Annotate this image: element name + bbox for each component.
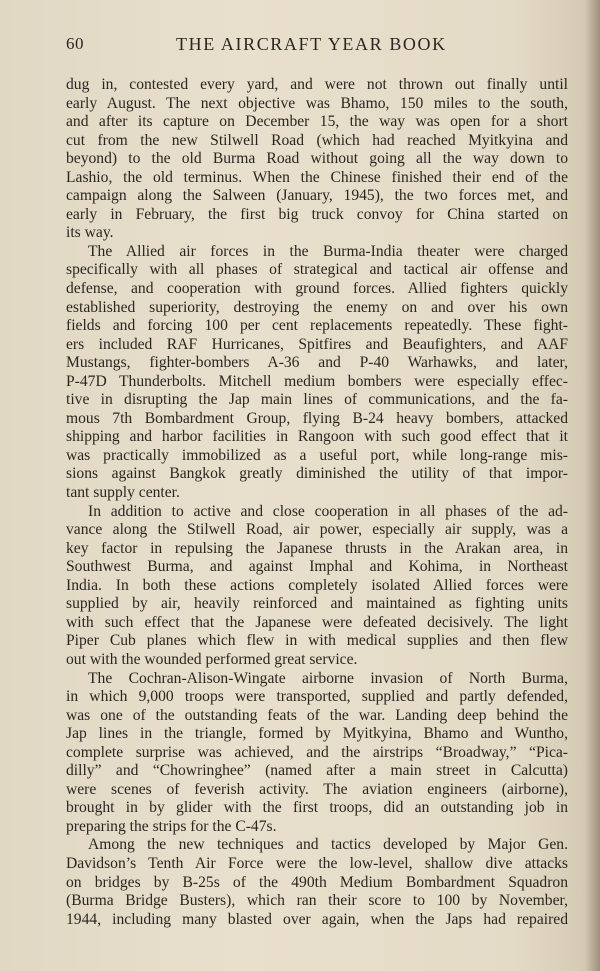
text-line: defense, and cooperation with ground forces. Allied fighters quickly: [66, 280, 568, 298]
page-edge-shadow: [586, 0, 600, 971]
text-line: was practically immobilized as a useful port, while long-range mis-: [66, 446, 568, 464]
paragraph: [66, 503, 568, 670]
page-number: 60: [66, 34, 84, 53]
text-line: The Cochran-Alison-Wingate airborne invasion of North Burma,: [88, 669, 568, 687]
text-line: tive in disrupting the Jap main lines of communications, and the fa-: [66, 391, 568, 409]
text-line: 1944, including many blasted over again, when the Japs had repaired: [66, 910, 568, 928]
text-line: preparing the strips for the C-47s.: [66, 817, 277, 835]
text-line: complete surprise was achieved, and the airstrips “Broadway,” “Pica-: [66, 743, 568, 761]
text-line: brought in by glider with the first troops, did an outstanding job in: [66, 799, 568, 817]
text-line: ers included RAF Hurricanes, Spitfires and Beaufighters, and AAF: [66, 335, 568, 353]
text-line: with such effect that the Japanese were defeated decisively. The light: [66, 613, 568, 631]
text-line: P-47D Thunderbolts. Mitchell medium bombers were especially effec-: [66, 372, 568, 390]
text-line: dilly” and “Chowringhee” (named after a main street in Calcutta): [66, 762, 568, 780]
text-line: dug in, contested every yard, and were not thrown out finally until: [66, 76, 568, 93]
text-line: Piper Cub planes which flew in with medical supplies and then flew: [66, 632, 568, 650]
paragraph: [66, 670, 568, 837]
text-line: supplied by air, heavily reinforced and maintained as fighting units: [66, 595, 568, 613]
text-line: mous 7th Bombardment Group, flying B-24 heavy bombers, attacked: [66, 409, 568, 427]
text-line: Among the new techniques and tactics developed by Major Gen.: [88, 836, 568, 854]
paragraph: [66, 243, 568, 503]
text-line: Lashio, the old terminus. When the Chinese finished their end of the: [66, 168, 568, 186]
text-line: Mustangs, fighter-bombers A-36 and P-40 Warhawks, and later,: [66, 354, 568, 372]
text-line: India. In both these actions completely isolated Allied forces were: [66, 576, 568, 594]
text-line: in which 9,000 troops were transported, supplied and partly defended,: [66, 688, 568, 706]
text-line: campaign along the Salween (January, 1945), the two forces met, and: [66, 187, 568, 205]
page-header: [66, 34, 566, 62]
text-line: were scenes of feverish activity. The aviation engineers (airborne),: [66, 780, 568, 798]
text-line: Jap lines in the triangle, formed by Myitkyina, Bhamo and Wuntho,: [66, 725, 568, 743]
text-line: and after its capture on December 15, the way was open for a short: [66, 113, 568, 131]
text-line: specifically with all phases of strategical and tactical air offense and: [66, 261, 568, 279]
text-line: vance along the Stilwell Road, air power, especially air supply, was a: [66, 521, 568, 539]
text-line: out with the wounded performed great service.: [66, 650, 358, 668]
text-line: tant supply center.: [66, 484, 180, 502]
paragraph: [66, 76, 568, 243]
text-line: key factor in repulsing the Japanese thrusts in the Arakan area, in: [66, 539, 568, 557]
paragraph: [66, 836, 568, 929]
text-line: sions against Bangkok greatly diminished the utility of that impor-: [66, 465, 568, 483]
text-line: Davidson’s Tenth Air Force were the low-level, shallow dive attacks: [66, 854, 568, 872]
text-line: its way.: [66, 224, 114, 242]
text-line: established superiority, destroying the enemy on and over his own: [66, 298, 568, 316]
text-line: early August. The next objective was Bhamo, 150 miles to the south,: [66, 94, 568, 112]
text-line: Southwest Burma, and against Imphal and Kohima, in Northeast: [66, 558, 568, 576]
text-line: on bridges by B-25s of the 490th Medium Bombardment Squadron: [66, 873, 568, 891]
text-line: fields and forcing 100 per cent replacements repeatedly. These fight-: [66, 317, 568, 335]
text-line: beyond) to the old Burma Road without going all the way down to: [66, 150, 568, 168]
text-line: In addition to active and close cooperation in all phases of the ad-: [88, 502, 568, 520]
text-line: (Burma Bridge Busters), which ran their score to 100 by November,: [66, 892, 568, 910]
body-text: [66, 76, 568, 929]
text-line: The Allied air forces in the Burma-India theater were charged: [88, 242, 568, 260]
text-line: was one of the outstanding feats of the war. Landing deep behind the: [66, 706, 568, 724]
running-title: THE AIRCRAFT YEAR BOOK: [176, 34, 447, 54]
text-line: cut from the new Stilwell Road (which had reached Myitkyina and: [66, 131, 568, 149]
text-line: shipping and harbor facilities in Rangoon with such good effect that it: [66, 428, 568, 446]
text-line: early in February, the first big truck convoy for China started on: [66, 205, 568, 223]
